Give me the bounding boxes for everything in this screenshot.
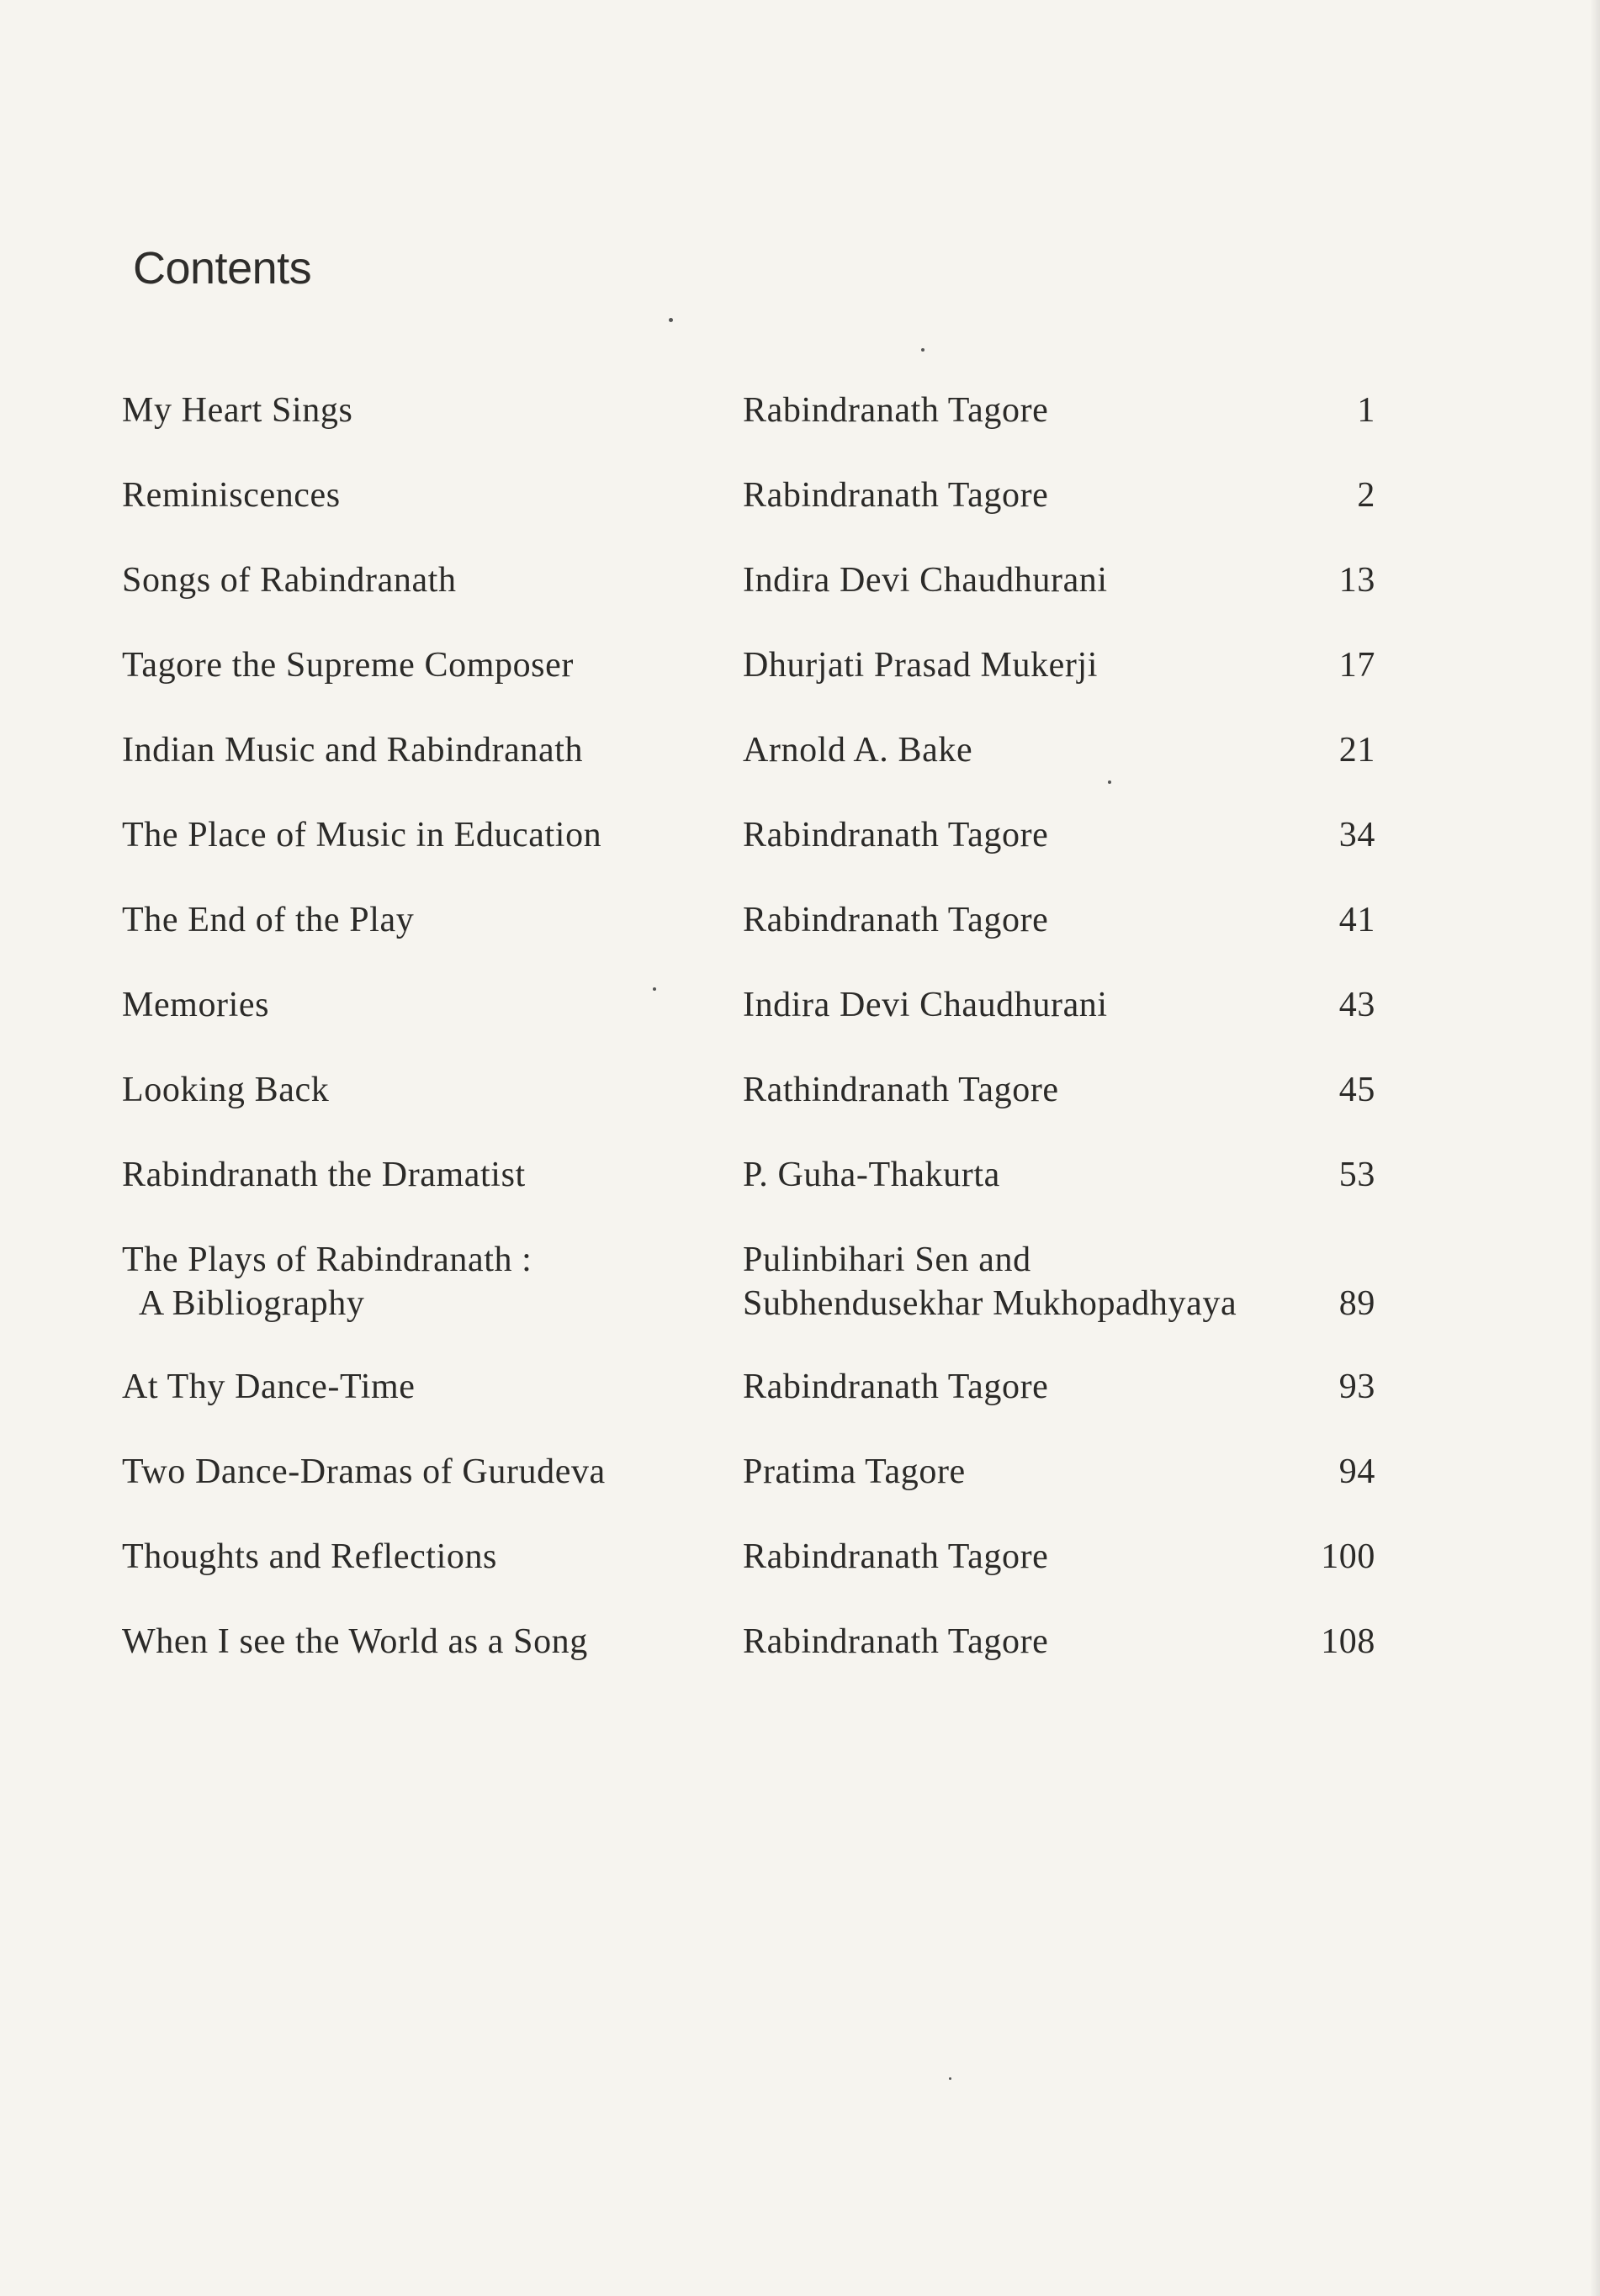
entry-title: Reminiscences	[122, 476, 341, 515]
entry-page-number: 21	[1338, 731, 1375, 770]
entry-author: Indira Devi Chaudhurani	[743, 561, 1108, 600]
entry-author: P. Guha-Thakurta	[743, 1156, 1000, 1194]
page-edge-shadow	[1590, 0, 1600, 2296]
entry-page-number: 2	[1357, 476, 1375, 515]
entry-author: Rabindranath Tagore	[743, 901, 1049, 939]
entry-page-number: 43	[1338, 986, 1375, 1024]
entry-title: Tagore the Supreme Composer	[122, 646, 574, 685]
entry-page-number: 13	[1338, 561, 1375, 600]
entry-page-number: 89	[1338, 1284, 1375, 1323]
entry-author: Rabindranath Tagore	[743, 1537, 1049, 1576]
entry-page-number: 100	[1321, 1537, 1375, 1576]
entry-author: Dhurjati Prasad Mukerji	[743, 646, 1099, 685]
entry-page-number: 41	[1338, 901, 1375, 939]
entry-title: Indian Music and Rabindranath	[122, 731, 584, 770]
print-speck	[653, 987, 656, 991]
entry-page-number: 94	[1338, 1452, 1375, 1491]
entry-author: Rabindranath Tagore	[743, 816, 1049, 854]
entry-page-number: 108	[1321, 1622, 1375, 1661]
entry-title: Rabindranath the Dramatist	[122, 1156, 526, 1194]
page-title: Contents	[133, 243, 312, 294]
entry-author: Rabindranath Tagore	[743, 476, 1049, 515]
entry-author: Pulinbihari Sen and Subhendusekhar Mukhopadhyaya	[743, 1241, 1237, 1323]
entry-author: Rabindranath Tagore	[743, 1368, 1049, 1406]
entry-author: Rabindranath Tagore	[743, 391, 1049, 430]
entry-page-number: 53	[1338, 1156, 1375, 1194]
entry-title: The Place of Music in Education	[122, 816, 602, 854]
entry-author: Pratima Tagore	[743, 1452, 966, 1491]
entry-author: Rathindranath Tagore	[743, 1071, 1059, 1109]
entry-title: Looking Back	[122, 1071, 330, 1109]
entry-author: Rabindranath Tagore	[743, 1622, 1049, 1661]
print-speck	[921, 348, 925, 352]
print-speck	[949, 2077, 951, 2080]
entry-page-number: 93	[1338, 1368, 1375, 1406]
print-speck	[1108, 780, 1111, 784]
entry-title: My Heart Sings	[122, 391, 353, 430]
entry-title: When I see the World as a Song	[122, 1622, 588, 1661]
entry-title: Songs of Rabindranath	[122, 561, 457, 600]
entry-title: The Plays of Rabindranath : A Bibliography	[122, 1241, 532, 1323]
print-speck	[669, 318, 673, 322]
entry-page-number: 34	[1338, 816, 1375, 854]
entry-title: Memories	[122, 986, 270, 1024]
table-of-contents	[122, 389, 1375, 1701]
entry-page-number: 1	[1357, 391, 1375, 430]
entry-page-number: 17	[1338, 646, 1375, 685]
entry-author: Indira Devi Chaudhurani	[743, 986, 1108, 1024]
entry-page-number: 45	[1338, 1071, 1375, 1109]
entry-title: The End of the Play	[122, 901, 415, 939]
entry-title: Thoughts and Reflections	[122, 1537, 497, 1576]
entry-title: Two Dance-Dramas of Gurudeva	[122, 1452, 606, 1491]
entry-title: At Thy Dance-Time	[122, 1368, 416, 1406]
entry-author: Arnold A. Bake	[743, 731, 973, 770]
